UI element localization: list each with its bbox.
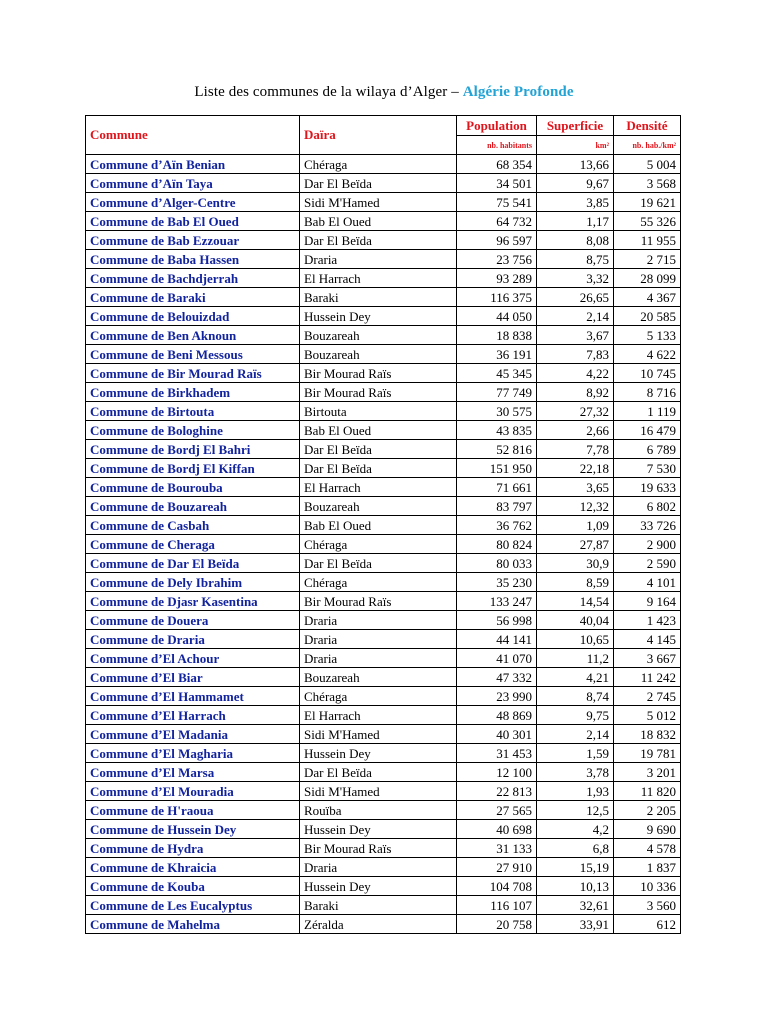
superficie-value: 8,74 [537, 687, 614, 706]
commune-name: Commune de Birtouta [86, 402, 300, 421]
population-value: 48 869 [457, 706, 537, 725]
commune-name: Commune de Mahelma [86, 915, 300, 934]
densite-value: 4 578 [614, 839, 681, 858]
superficie-value: 12,5 [537, 801, 614, 820]
densite-value: 19 781 [614, 744, 681, 763]
table-row [86, 630, 681, 649]
daira-name: El Harrach [300, 478, 457, 497]
superficie-value: 7,83 [537, 345, 614, 364]
commune-name: Commune de Draria [86, 630, 300, 649]
document-title [0, 84, 768, 101]
superficie-value: 10,65 [537, 630, 614, 649]
daira-name: Bir Mourad Raïs [300, 839, 457, 858]
densite-value: 1 119 [614, 402, 681, 421]
table-row [86, 801, 681, 820]
superficie-value: 1,59 [537, 744, 614, 763]
densite-value: 3 560 [614, 896, 681, 915]
daira-name: Bab El Oued [300, 212, 457, 231]
population-value: 36 191 [457, 345, 537, 364]
commune-name: Commune de Bab Ezzouar [86, 231, 300, 250]
header-densite: Densité [614, 116, 681, 136]
daira-name: Sidi M'Hamed [300, 725, 457, 744]
superficie-value: 27,32 [537, 402, 614, 421]
population-value: 20 758 [457, 915, 537, 934]
table-row [86, 326, 681, 345]
densite-value: 9 164 [614, 592, 681, 611]
table-row [86, 516, 681, 535]
daira-name: Chéraga [300, 155, 457, 174]
daira-name: Chéraga [300, 535, 457, 554]
daira-name: Sidi M'Hamed [300, 782, 457, 801]
table-row [86, 440, 681, 459]
population-value: 83 797 [457, 497, 537, 516]
table-row [86, 782, 681, 801]
daira-name: Draria [300, 858, 457, 877]
densite-value: 19 621 [614, 193, 681, 212]
superficie-value: 2,66 [537, 421, 614, 440]
daira-name: Birtouta [300, 402, 457, 421]
daira-name: Rouïba [300, 801, 457, 820]
daira-name: Bab El Oued [300, 516, 457, 535]
population-value: 23 990 [457, 687, 537, 706]
daira-name: Bir Mourad Raïs [300, 364, 457, 383]
superficie-value: 1,17 [537, 212, 614, 231]
superficie-value: 8,59 [537, 573, 614, 592]
daira-name: Bouzareah [300, 345, 457, 364]
commune-name: Commune de Dely Ibrahim [86, 573, 300, 592]
commune-name: Commune d’El Achour [86, 649, 300, 668]
commune-name: Commune de Bologhine [86, 421, 300, 440]
daira-name: El Harrach [300, 706, 457, 725]
superficie-value: 1,09 [537, 516, 614, 535]
table-row [86, 497, 681, 516]
daira-name: Draria [300, 649, 457, 668]
commune-name: Commune de Birkhadem [86, 383, 300, 402]
daira-name: El Harrach [300, 269, 457, 288]
superficie-value: 9,67 [537, 174, 614, 193]
population-value: 44 050 [457, 307, 537, 326]
superficie-value: 3,65 [537, 478, 614, 497]
table-row [86, 687, 681, 706]
table-row [86, 307, 681, 326]
table-row [86, 535, 681, 554]
superficie-value: 1,93 [537, 782, 614, 801]
superficie-value: 22,18 [537, 459, 614, 478]
commune-name: Commune de Baraki [86, 288, 300, 307]
population-value: 56 998 [457, 611, 537, 630]
table-row [86, 174, 681, 193]
commune-name: Commune de Baba Hassen [86, 250, 300, 269]
communes-table [85, 115, 681, 934]
population-value: 44 141 [457, 630, 537, 649]
densite-value: 3 568 [614, 174, 681, 193]
population-value: 36 762 [457, 516, 537, 535]
header-population: Population [457, 116, 537, 136]
table-row [86, 345, 681, 364]
commune-name: Commune de Bordj El Bahri [86, 440, 300, 459]
table-row [86, 573, 681, 592]
header-superficie-unit: km² [537, 136, 614, 155]
densite-value: 11 955 [614, 231, 681, 250]
superficie-value: 4,2 [537, 820, 614, 839]
superficie-value: 15,19 [537, 858, 614, 877]
commune-name: Commune de H'raoua [86, 801, 300, 820]
densite-value: 3 667 [614, 649, 681, 668]
densite-value: 10 745 [614, 364, 681, 383]
table-row [86, 858, 681, 877]
daira-name: Dar El Beïda [300, 763, 457, 782]
table-row [86, 839, 681, 858]
densite-value: 1 423 [614, 611, 681, 630]
title-main: Liste des communes de la wilaya d’Alger – [194, 84, 459, 100]
superficie-value: 4,22 [537, 364, 614, 383]
table-row [86, 383, 681, 402]
densite-value: 4 367 [614, 288, 681, 307]
population-value: 68 354 [457, 155, 537, 174]
densite-value: 1 837 [614, 858, 681, 877]
densite-value: 5 004 [614, 155, 681, 174]
superficie-value: 8,92 [537, 383, 614, 402]
superficie-value: 9,75 [537, 706, 614, 725]
table-row [86, 155, 681, 174]
population-value: 40 698 [457, 820, 537, 839]
population-value: 31 453 [457, 744, 537, 763]
table-row [86, 212, 681, 231]
commune-name: Commune de Hussein Dey [86, 820, 300, 839]
population-value: 30 575 [457, 402, 537, 421]
table-row [86, 744, 681, 763]
superficie-value: 26,65 [537, 288, 614, 307]
superficie-value: 30,9 [537, 554, 614, 573]
population-value: 104 708 [457, 877, 537, 896]
daira-name: Hussein Dey [300, 820, 457, 839]
daira-name: Bir Mourad Raïs [300, 592, 457, 611]
superficie-value: 8,75 [537, 250, 614, 269]
table-row [86, 250, 681, 269]
commune-name: Commune de Les Eucalyptus [86, 896, 300, 915]
commune-name: Commune d’El Hammamet [86, 687, 300, 706]
population-value: 52 816 [457, 440, 537, 459]
population-value: 151 950 [457, 459, 537, 478]
table-row [86, 231, 681, 250]
densite-value: 5 012 [614, 706, 681, 725]
daira-name: Dar El Beïda [300, 231, 457, 250]
superficie-value: 13,66 [537, 155, 614, 174]
commune-name: Commune de Belouizdad [86, 307, 300, 326]
superficie-value: 27,87 [537, 535, 614, 554]
commune-name: Commune d’El Magharia [86, 744, 300, 763]
superficie-value: 3,67 [537, 326, 614, 345]
table-row [86, 592, 681, 611]
population-value: 22 813 [457, 782, 537, 801]
table-body [86, 155, 681, 934]
superficie-value: 33,91 [537, 915, 614, 934]
table-row [86, 877, 681, 896]
densite-value: 11 242 [614, 668, 681, 687]
densite-value: 9 690 [614, 820, 681, 839]
densite-value: 7 530 [614, 459, 681, 478]
population-value: 27 565 [457, 801, 537, 820]
densite-value: 2 205 [614, 801, 681, 820]
table-row [86, 820, 681, 839]
daira-name: Baraki [300, 896, 457, 915]
daira-name: Dar El Beïda [300, 459, 457, 478]
population-value: 64 732 [457, 212, 537, 231]
densite-value: 612 [614, 915, 681, 934]
superficie-value: 2,14 [537, 307, 614, 326]
daira-name: Zéralda [300, 915, 457, 934]
commune-name: Commune de Kouba [86, 877, 300, 896]
population-value: 12 100 [457, 763, 537, 782]
table-row [86, 402, 681, 421]
daira-name: Bouzareah [300, 668, 457, 687]
header-population-unit: nb. habitants [457, 136, 537, 155]
table-row [86, 364, 681, 383]
table-row [86, 896, 681, 915]
densite-value: 19 633 [614, 478, 681, 497]
population-value: 27 910 [457, 858, 537, 877]
commune-name: Commune d’El Harrach [86, 706, 300, 725]
densite-value: 18 832 [614, 725, 681, 744]
table-header [86, 116, 681, 155]
superficie-value: 3,78 [537, 763, 614, 782]
header-densite-unit: nb. hab./km² [614, 136, 681, 155]
population-value: 43 835 [457, 421, 537, 440]
commune-name: Commune de Hydra [86, 839, 300, 858]
commune-name: Commune d’El Madania [86, 725, 300, 744]
table-row [86, 763, 681, 782]
table-row [86, 269, 681, 288]
densite-value: 16 479 [614, 421, 681, 440]
daira-name: Draria [300, 630, 457, 649]
table-row [86, 725, 681, 744]
daira-name: Baraki [300, 288, 457, 307]
population-value: 71 661 [457, 478, 537, 497]
densite-value: 3 201 [614, 763, 681, 782]
table-row [86, 421, 681, 440]
commune-name: Commune d’El Biar [86, 668, 300, 687]
population-value: 116 375 [457, 288, 537, 307]
daira-name: Bouzareah [300, 497, 457, 516]
superficie-value: 11,2 [537, 649, 614, 668]
title-accent: Algérie Profonde [462, 84, 574, 100]
commune-name: Commune de Bordj El Kiffan [86, 459, 300, 478]
commune-name: Commune de Casbah [86, 516, 300, 535]
commune-name: Commune d’Alger-Centre [86, 193, 300, 212]
population-value: 75 541 [457, 193, 537, 212]
commune-name: Commune de Bouzareah [86, 497, 300, 516]
table-row [86, 288, 681, 307]
commune-name: Commune d’Aïn Benian [86, 155, 300, 174]
population-value: 77 749 [457, 383, 537, 402]
daira-name: Draria [300, 250, 457, 269]
commune-name: Commune de Bab El Oued [86, 212, 300, 231]
population-value: 47 332 [457, 668, 537, 687]
densite-value: 6 802 [614, 497, 681, 516]
daira-name: Hussein Dey [300, 744, 457, 763]
densite-value: 4 145 [614, 630, 681, 649]
commune-name: Commune de Khraicia [86, 858, 300, 877]
superficie-value: 12,32 [537, 497, 614, 516]
densite-value: 10 336 [614, 877, 681, 896]
superficie-value: 3,32 [537, 269, 614, 288]
commune-name: Commune de Beni Messous [86, 345, 300, 364]
daira-name: Bouzareah [300, 326, 457, 345]
commune-name: Commune de Bachdjerrah [86, 269, 300, 288]
commune-name: Commune d’El Marsa [86, 763, 300, 782]
daira-name: Dar El Beïda [300, 440, 457, 459]
population-value: 31 133 [457, 839, 537, 858]
densite-value: 2 745 [614, 687, 681, 706]
densite-value: 4 622 [614, 345, 681, 364]
header-daira: Daïra [300, 116, 457, 155]
superficie-value: 2,14 [537, 725, 614, 744]
densite-value: 11 820 [614, 782, 681, 801]
superficie-value: 7,78 [537, 440, 614, 459]
commune-name: Commune d’Aïn Taya [86, 174, 300, 193]
population-value: 80 824 [457, 535, 537, 554]
commune-name: Commune de Djasr Kasentina [86, 592, 300, 611]
daira-name: Dar El Beïda [300, 174, 457, 193]
population-value: 41 070 [457, 649, 537, 668]
population-value: 133 247 [457, 592, 537, 611]
population-value: 45 345 [457, 364, 537, 383]
table-row [86, 554, 681, 573]
table-row [86, 478, 681, 497]
daira-name: Bir Mourad Raïs [300, 383, 457, 402]
superficie-value: 32,61 [537, 896, 614, 915]
superficie-value: 4,21 [537, 668, 614, 687]
densite-value: 20 585 [614, 307, 681, 326]
daira-name: Draria [300, 611, 457, 630]
population-value: 116 107 [457, 896, 537, 915]
population-value: 93 289 [457, 269, 537, 288]
densite-value: 2 900 [614, 535, 681, 554]
commune-name: Commune de Ben Aknoun [86, 326, 300, 345]
densite-value: 6 789 [614, 440, 681, 459]
daira-name: Hussein Dey [300, 307, 457, 326]
population-value: 34 501 [457, 174, 537, 193]
population-value: 23 756 [457, 250, 537, 269]
table-row [86, 459, 681, 478]
densite-value: 5 133 [614, 326, 681, 345]
densite-value: 8 716 [614, 383, 681, 402]
commune-name: Commune de Cheraga [86, 535, 300, 554]
superficie-value: 6,8 [537, 839, 614, 858]
population-value: 40 301 [457, 725, 537, 744]
table-row [86, 611, 681, 630]
commune-name: Commune de Dar El Beïda [86, 554, 300, 573]
header-commune: Commune [86, 116, 300, 155]
superficie-value: 40,04 [537, 611, 614, 630]
commune-name: Commune de Bourouba [86, 478, 300, 497]
densite-value: 4 101 [614, 573, 681, 592]
table-row [86, 706, 681, 725]
population-value: 35 230 [457, 573, 537, 592]
daira-name: Chéraga [300, 573, 457, 592]
daira-name: Hussein Dey [300, 877, 457, 896]
commune-name: Commune d’El Mouradia [86, 782, 300, 801]
densite-value: 33 726 [614, 516, 681, 535]
densite-value: 28 099 [614, 269, 681, 288]
densite-value: 2 715 [614, 250, 681, 269]
densite-value: 2 590 [614, 554, 681, 573]
table-row [86, 193, 681, 212]
daira-name: Chéraga [300, 687, 457, 706]
population-value: 80 033 [457, 554, 537, 573]
table-row [86, 649, 681, 668]
superficie-value: 14,54 [537, 592, 614, 611]
table-row [86, 915, 681, 934]
superficie-value: 3,85 [537, 193, 614, 212]
densite-value: 55 326 [614, 212, 681, 231]
superficie-value: 8,08 [537, 231, 614, 250]
daira-name: Sidi M'Hamed [300, 193, 457, 212]
superficie-value: 10,13 [537, 877, 614, 896]
header-superficie: Superficie [537, 116, 614, 136]
table-row [86, 668, 681, 687]
daira-name: Bab El Oued [300, 421, 457, 440]
commune-name: Commune de Bir Mourad Raïs [86, 364, 300, 383]
population-value: 18 838 [457, 326, 537, 345]
commune-name: Commune de Douera [86, 611, 300, 630]
daira-name: Dar El Beïda [300, 554, 457, 573]
population-value: 96 597 [457, 231, 537, 250]
